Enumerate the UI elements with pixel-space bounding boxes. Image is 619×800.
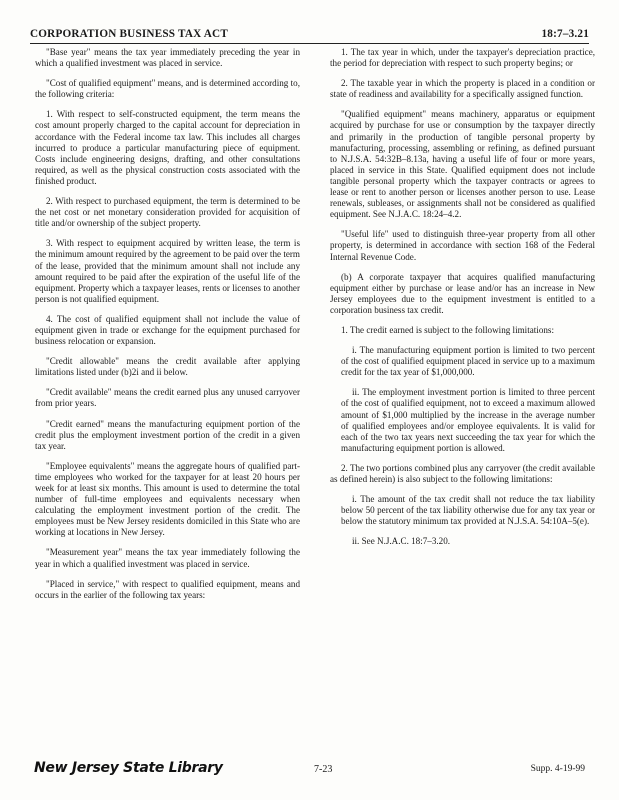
left-column [35,47,300,610]
paragraph-cost-item-4: 4. The cost of qualified equipment shall not include the value of equipment given in trade or exchange for the equipment purchased for business relocation or expansion. [35,313,300,347]
paragraph-credit-available: "Credit available" means the credit earned plus any unused carryover from prior years. [35,387,300,409]
paragraph-measurement-year: "Measurement year" means the tax year immediately following the year in which a qualified investment was placed in service. [35,547,300,569]
paragraph-cost-item-1: 1. With respect to self-constructed equipment, the term means the cost amount properly charged to the capital account for depreciation in accordance with the Federal income tax law. This includes all charges incurred to produce a particular manufacturing piece of equipment. Costs include engineering designs, drafting, and other consultations required, as well as the physical construction costs associated with the finished product. [35,109,300,186]
page-number: 7-23 [314,764,333,775]
running-header [30,28,589,44]
paragraph-service-item-2: 2. The taxable year in which the property is placed in a condition or state of readiness and availability for a specifically assigned function. [330,78,595,100]
paragraph-cost-definition: "Cost of qualified equipment" means, and is determined according to, the following criteria: [35,78,300,100]
paragraph-base-year: "Base year" means the tax year immediately preceding the year in which a qualified investment was placed in service. [35,47,300,69]
supplement-date: Supp. 4-19-99 [530,764,585,774]
paragraph-subsection-b: (b) A corporate taxpayer that acquires qualified manufacturing equipment either by purchase or lease and/or has an increase in New Jersey employees due to the equipment investment is entitled to a corporation business tax credit. [330,271,595,315]
right-column [330,47,595,556]
paragraph-cost-item-2: 2. With respect to purchased equipment, the term is determined to be the net cost or net monetary consideration provided for acquisition of title and/or ownership of the subject property. [35,196,300,229]
paragraph-limitation-2i: i. The amount of the tax credit shall not reduce the tax liability below 50 percent of the tax liability otherwise due for any tax year or below the statutory minimum tax provided at N.J.S.A. 54:10A–5(e). [341,494,595,527]
library-logo: New Jersey State Library [34,760,223,776]
paragraph-useful-life: "Useful life" used to distinguish three-year property from all other property, is determined in accordance with section 168 of the Federal Internal Revenue Code. [330,229,595,262]
paragraph-limitation-1ii: ii. The employment investment portion is limited to three percent of the cost of qualified equipment, not to exceed a maximum allowed amount of $1,000 multiplied by the increase in the average number of qualified employees and/or employee equivalents. It is valid for each of the two tax years next succeeding the tax year for which the manufacturing equipment portion is allowed. [341,387,595,453]
paragraph-limitation-2ii: ii. See N.J.A.C. 18:7–3.20. [352,536,451,547]
header-section: 18:7–3.21 [541,28,589,40]
paragraph-service-item-1: 1. The tax year in which, under the taxpayer's depreciation practice, the period for depreciation with respect to such property begins; or [330,47,595,69]
paragraph-placed-in-service: "Placed in service," with respect to qualified equipment, means and occurs in the earlier of the following tax years: [35,578,300,600]
paragraph-limitations-1: 1. The credit earned is subject to the following limitations: [341,324,554,335]
paragraph-cost-item-3: 3. With respect to equipment acquired by written lease, the term is the minimum amount required by the agreement to be paid over the term of the lease, provided that the minimum amount shall not include any amount required to be paid after the expiration of the useful life of the equipment. Property which a taxpayer leases, rents or licenses to another person is not qualified equipment. [35,238,300,304]
paragraph-employee-equivalents: "Employee equivalents" means the aggregate hours of qualified part-time employees who worked for the taxpayer for at least 20 hours per week for at least six months. This amount is used to determine the total number of full-time employees and equivalents necessary when calculating the employment investment portion of the credit. The employees must be New Jersey residents domiciled in this State who are working at locations in New Jersey. [35,460,300,538]
page-footer [34,760,585,780]
paragraph-limitations-2: 2. The two portions combined plus any carryover (the credit available as defined herein) is also subject to the following limitations: [330,462,595,484]
paragraph-credit-earned: "Credit earned" means the manufacturing equipment portion of the credit plus the employment investment portion of the credit in a given tax year. [35,418,300,451]
paragraph-limitation-1i: i. The manufacturing equipment portion is limited to two percent of the cost of qualified equipment placed in service up to a maximum credit for the tax year of $1,000,000. [341,345,595,378]
paragraph-credit-allowable: "Credit allowable" means the credit available after applying limitations listed under (b)2i and ii below. [35,356,300,378]
header-title: CORPORATION BUSINESS TAX ACT [30,28,229,40]
paragraph-qualified-equipment: "Qualified equipment" means machinery, apparatus or equipment acquired by purchase for use or consumption by the taxpayer directly and primarily in the production of tangible personal property by manufacturing, processing, assembling or refining, as defined pursuant to N.J.S.A. 54:32B–8.13a, having a useful life of four or more years, placed in service in this State. Qualified equipment does not include tangible personal property which the taxpayer contracts or agrees to lease or rent to another person or licenses another person to use. Lease renewals, subleases, or assignments shall not be considered as qualified equipment. See N.J.A.C. 18:24–4.2. [330,109,595,220]
